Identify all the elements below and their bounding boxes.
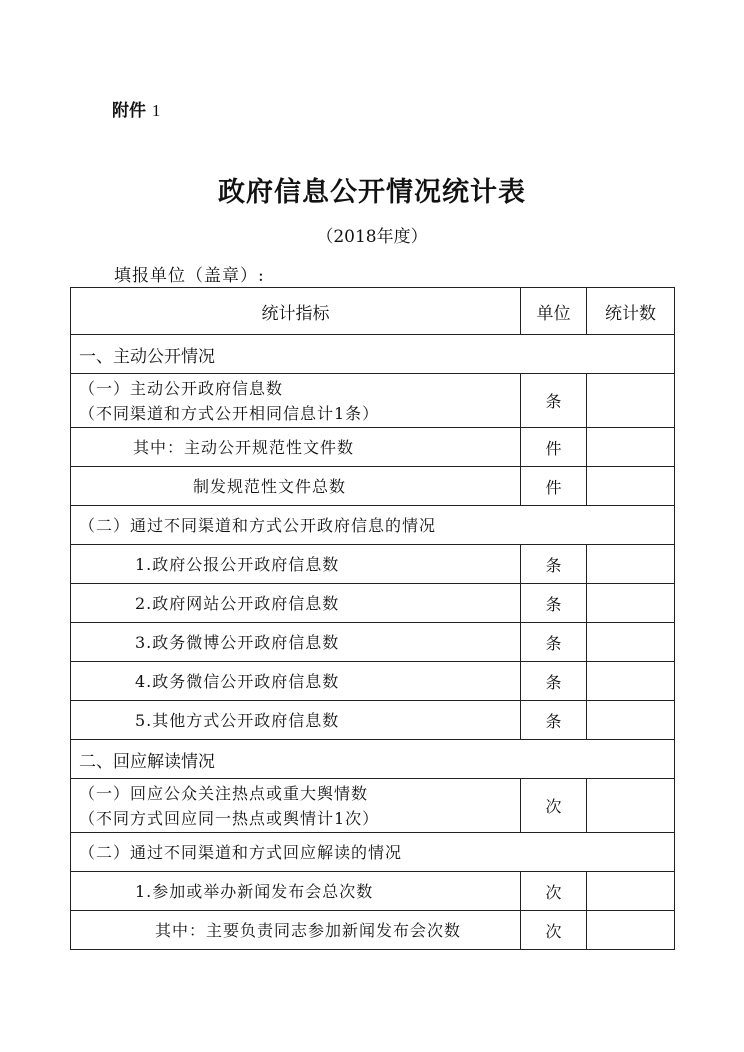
count-cell[interactable] [587, 467, 675, 506]
table-row [71, 662, 675, 701]
unit-cell: 条 [521, 545, 587, 584]
header-unit: 单位 [521, 288, 587, 335]
indicator-cell: 其中：主动公开规范性文件数 [71, 428, 521, 467]
attachment-text: 附件 [112, 101, 146, 121]
indicator-cell: 1.参加或举办新闻发布会总次数 [71, 872, 521, 911]
subsection-title: （二）通过不同渠道和方式回应解读的情况 [71, 833, 675, 872]
page-title: 政府信息公开情况统计表 [218, 177, 526, 208]
fill-unit-label: 填报单位（盖章）: [114, 266, 265, 286]
unit-cell: 次 [521, 911, 587, 950]
indicator-cell [71, 374, 521, 428]
unit-cell: 条 [521, 662, 587, 701]
count-cell[interactable] [587, 701, 675, 740]
section-title: 二、回应解读情况 [71, 740, 675, 779]
table-row [71, 872, 675, 911]
section-row [71, 335, 675, 374]
unit-cell: 次 [521, 779, 587, 833]
unit-cell: 条 [521, 584, 587, 623]
section-title: 一、主动公开情况 [71, 335, 675, 374]
subsection-row [71, 833, 675, 872]
indicator-line: （不同渠道和方式公开相同信息计1条） [79, 403, 380, 423]
unit-cell: 件 [521, 428, 587, 467]
count-cell[interactable] [587, 623, 675, 662]
indicator-line: （一）回应公众关注热点或重大舆情数 [79, 783, 369, 803]
table-row [71, 467, 675, 506]
indicator-cell: 3.政务微博公开政府信息数 [71, 623, 521, 662]
count-cell[interactable] [587, 545, 675, 584]
attachment-label [112, 96, 160, 121]
unit-cell: 条 [521, 623, 587, 662]
statistics-table [70, 287, 675, 950]
count-cell[interactable] [587, 584, 675, 623]
table-row [71, 545, 675, 584]
indicator-cell: 制发规范性文件总数 [71, 467, 521, 506]
indicator-cell: 1.政府公报公开政府信息数 [71, 545, 521, 584]
indicator-line: （不同方式回应同一热点或舆情计1次） [79, 808, 380, 828]
header-count: 统计数 [587, 288, 675, 335]
table-row [71, 911, 675, 950]
subsection-row [71, 506, 675, 545]
indicator-cell [71, 779, 521, 833]
report-year: （2018年度） [316, 227, 428, 247]
count-cell[interactable] [587, 428, 675, 467]
count-cell[interactable] [587, 872, 675, 911]
count-cell[interactable] [587, 911, 675, 950]
indicator-cell: 4.政务微信公开政府信息数 [71, 662, 521, 701]
indicator-cell: 其中：主要负责同志参加新闻发布会次数 [71, 911, 521, 950]
indicator-cell: 5.其他方式公开政府信息数 [71, 701, 521, 740]
attachment-number: 1 [151, 101, 161, 120]
unit-cell: 条 [521, 701, 587, 740]
table-row [71, 701, 675, 740]
table-row [71, 623, 675, 662]
table-row [71, 428, 675, 467]
indicator-cell: 2.政府网站公开政府信息数 [71, 584, 521, 623]
table-row [71, 779, 675, 833]
table-header-row [71, 288, 675, 335]
count-cell[interactable] [587, 662, 675, 701]
indicator-line: （一）主动公开政府信息数 [79, 378, 284, 398]
table-row [71, 584, 675, 623]
count-cell[interactable] [587, 374, 675, 428]
unit-cell: 条 [521, 374, 587, 428]
header-indicator: 统计指标 [71, 288, 521, 335]
table-row [71, 374, 675, 428]
count-cell[interactable] [587, 779, 675, 833]
unit-cell: 次 [521, 872, 587, 911]
subsection-title: （二）通过不同渠道和方式公开政府信息的情况 [71, 506, 675, 545]
section-row [71, 740, 675, 779]
unit-cell: 件 [521, 467, 587, 506]
